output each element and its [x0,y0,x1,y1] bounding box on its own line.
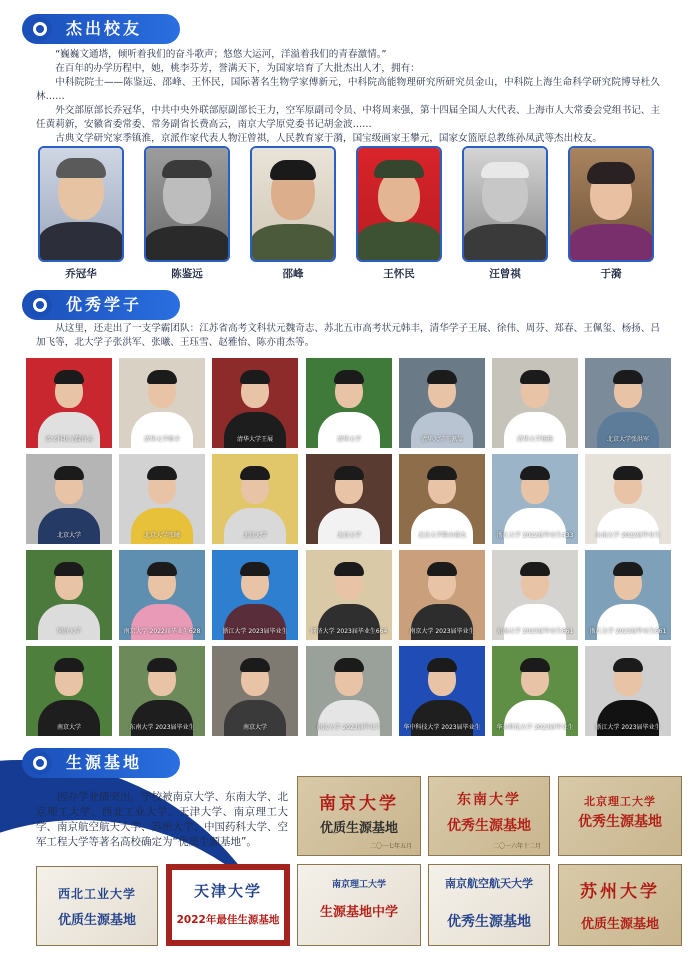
alumni-name: 邵峰 [282,268,304,280]
student-photo [26,646,112,736]
student-caption: 南京大学 2023届毕业生 [316,724,382,731]
student-caption: 清华大学王展 [236,436,273,443]
student-photo [212,454,298,544]
alumni-photo [250,146,336,262]
student-caption: 东南大学 2023届毕业生661 [496,628,574,635]
section-header-students [22,290,180,320]
alumni-photo [568,146,654,262]
student-caption: 北京大学 [242,532,267,539]
student-caption: 东南大学 2023届毕业生 [129,724,195,731]
alumni-name: 汪曾祺 [489,268,521,280]
student-caption: 浙江大学 2023届毕业生661 [589,628,667,635]
alumni-para: 古典文学研究家季镇淮，京派作家代表人物汪曾祺，人民教育家于漪，国宝级画家王攀元，国家女篮原总教练孙凤武等杰出校友。 [55,133,603,144]
student-caption: 华中科技大学 2023届毕业生 [403,724,481,731]
student-photo [399,550,485,640]
student-caption: 浙江大学 2023届毕业生 [222,628,288,635]
student-caption: 北京大学 [56,532,81,539]
student-photo [399,454,485,544]
student-photo [26,358,112,448]
student-photo [492,454,578,544]
student-photo [212,550,298,640]
student-photo [306,550,392,640]
alumni-photo [462,146,548,262]
alumni-photo-row [38,146,658,286]
student-caption: 同济大学 [56,628,81,635]
alumni-photo [38,146,124,262]
alumni-name: 乔冠华 [65,268,97,280]
student-caption: 东南大学 2022届毕业生 [595,532,661,539]
plaque-suda: 苏州大学 优质生源基地 [558,864,682,946]
student-caption: 南京大学 2023届毕业生 [409,628,475,635]
section-header-base [22,748,180,778]
student-photo [119,550,205,640]
alumni-quote: “巍巍文通塔，倾听着我们的奋斗歌声；悠悠大运河，洋溢着我们的青春激情。” [55,49,387,60]
student-photo [492,550,578,640]
student-photo [585,646,671,736]
plaque-njust: 南京理工大学 生源基地中学 [297,864,421,946]
alumni-card [568,146,654,281]
student-caption: 北京大学张曦 [143,532,180,539]
alumni-name: 陈鉴远 [171,268,203,280]
student-caption: 清华大学韩丰 [143,436,180,443]
student-caption: 浙江大学 2023届毕业生 [595,724,661,731]
plaque-bit: 北京理工大学 优秀生源基地 [558,776,682,856]
student-caption: 清华大学王佩玺 [420,436,463,443]
student-photo [585,550,671,640]
section-header-alumni [22,14,180,44]
student-photo [399,646,485,736]
student-photo [26,550,112,640]
section-dot-icon [28,17,52,41]
plaque-nwpu: 西北工业大学 优质生源基地 [36,866,158,946]
student-caption: 北京大学陈亦甫杰 [417,532,466,539]
plaque-nju: 南京大学 优质生源基地 二〇一七年五月 [297,776,421,856]
student-photo [306,358,392,448]
student-caption: 北京大学张洪军 [606,436,649,443]
alumni-card [250,146,336,281]
alumni-card [38,146,124,281]
plaque-seu: 东南大学 优秀生源基地 二〇一六年十二月 [428,776,550,856]
section-dot-icon [28,751,52,775]
plaque-tju: 天津大学 2022年最佳生源基地 [166,864,290,946]
base-intro: 因办学业绩突出，学校被南京大学、东南大学、北京理工大学、西北工业大学、天津大学、南京理工大学、南京航空航天大学、苏州大学、中国药科大学、空军工程大学等著名高校确定为“优质生源基地”。 [36,791,288,848]
student-caption: 浙江大学 2022届毕业生433 [496,532,574,539]
alumni-intro [36,48,660,146]
student-photo [26,454,112,544]
alumni-card [144,146,230,281]
student-photo [399,358,485,448]
student-photo [306,646,392,736]
section-dot-icon [28,293,52,317]
students-intro: 从这里，还走出了一支学霸团队：江苏省高考文科状元魏奇志、苏北五市高考状元韩丰，清华学子王展、徐伟、周芬、郑春、王佩玺、杨扬、吕加飞等，北大学子张洪军、张曦、王珏雪、赵雅怡、陈亦甫杰等。 [36,323,660,348]
alumni-name: 王怀民 [383,268,415,280]
student-photo [212,646,298,736]
student-caption: 省文科状元魏奇志 [44,436,93,443]
section-title-alumni: 杰出校友 [22,14,180,44]
student-caption: 清华大学 [336,436,361,443]
alumni-para: 外交部原部长乔冠华，中共中央外联部原副部长王力，空军原副司令员、中将周来强，第十四届全国人大代表、上海市人大常委会党组书记、主任黄莉新，安徽省委常委、常务副省长费高云，南京大学原党委书记胡金波…… [36,105,660,130]
student-caption: 华东师范大学 2023届毕业生 [496,724,574,731]
section-title-base: 生源基地 [22,748,180,778]
student-photo [585,454,671,544]
student-photo [119,646,205,736]
student-photo [492,358,578,448]
plaque-nuaa: 南京航空航天大学 优秀生源基地 [428,864,550,946]
student-caption: 同济大学 2023届毕业生664 [310,628,388,635]
student-photo [119,358,205,448]
alumni-para: 在百年的办学历程中，她，桃李芬芳，誉满天下，为国家培育了大批杰出人才，拥有： [55,63,420,74]
alumni-card [356,146,442,281]
alumni-card [462,146,548,281]
student-caption: 南京大学 2022届毕业生628 [123,628,201,635]
student-caption: 北京大学 [336,532,361,539]
alumni-name: 于漪 [600,268,622,280]
alumni-photo [356,146,442,262]
student-photo [492,646,578,736]
section-title-students: 优秀学子 [22,290,180,320]
student-photo [306,454,392,544]
student-photo [585,358,671,448]
student-caption: 清华大学杨扬 [516,436,553,443]
student-photo [119,454,205,544]
student-caption: 南京大学 [242,724,267,731]
alumni-para: 中科院院士——陈鉴远、邵峰、王怀民，国际著名生物学家傅新元，中科院高能物理研究所研究员金山，中科院上海生命科学研究院博导杜久林…… [36,77,660,102]
student-photo [212,358,298,448]
alumni-photo [144,146,230,262]
student-caption: 南京大学 [56,724,81,731]
